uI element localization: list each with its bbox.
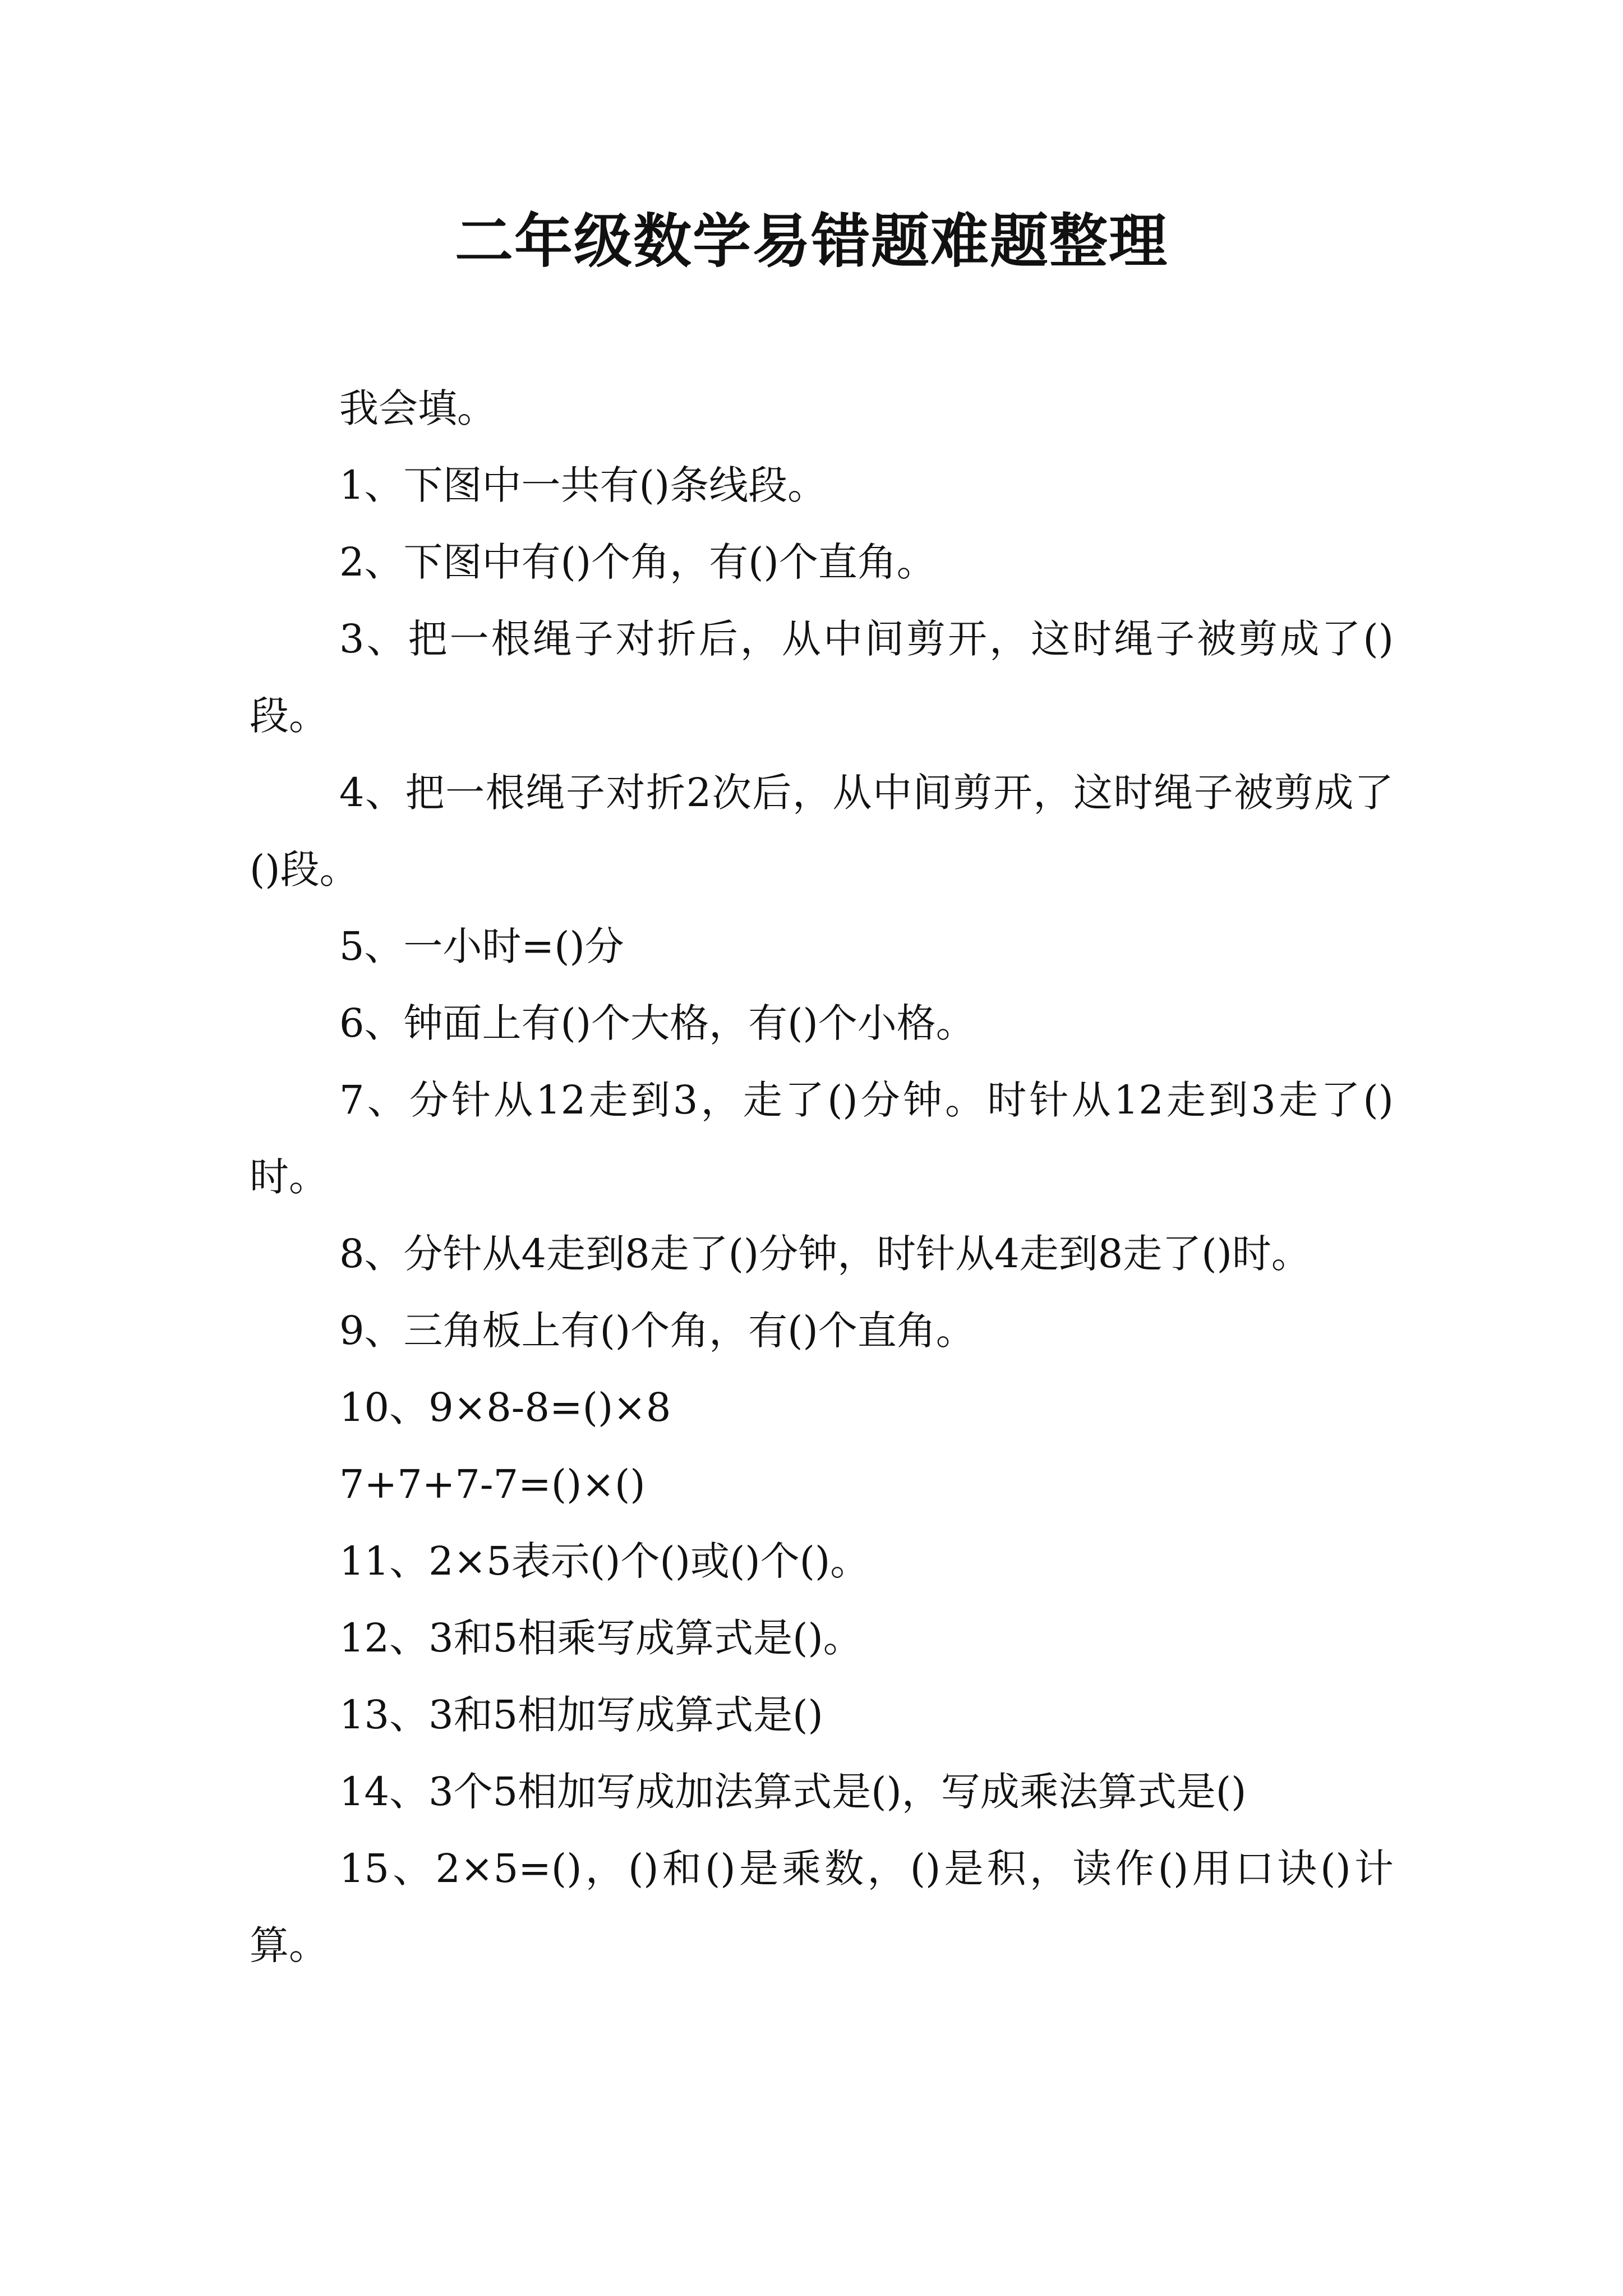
question-item: 4、把一根绳子对折2次后，从中间剪开，这时绳子被剪成了()段。 (250, 770, 1394, 892)
question-item: 14、3个5相加写成加法算式是()，写成乘法算式是() (339, 1769, 1247, 1815)
question-item: 8、分针从4走到8走了()分钟，时针从4走到8走了()时。 (339, 1231, 1311, 1277)
question-item: 5、一小时=()分 (339, 923, 624, 969)
question-item: 13、3和5相加写成算式是() (339, 1692, 823, 1738)
question-item: 10、9×8-8=()×8 (339, 1384, 671, 1430)
question-item: 9、三角板上有()个角，有()个直角。 (339, 1308, 975, 1354)
question-item: 15、2×5=()，()和()是乘数，()是积，读作()用口诀()计算。 (250, 1846, 1394, 1968)
question-item: 12、3和5相乘写成算式是()。 (339, 1615, 863, 1661)
page-title: 二年级数学易错题难题整理 (454, 206, 1168, 275)
question-item: 1、下图中一共有()条线段。 (339, 462, 827, 508)
document-body (250, 370, 1394, 1984)
question-item: 7、分针从12走到3，走了()分钟。时针从12走到3走了()时。 (250, 1077, 1394, 1200)
question-item: 2、下图中有()个角，有()个直角。 (339, 539, 936, 585)
question-item: 11、2×5表示()个()或()个()。 (339, 1538, 870, 1584)
section-heading: 我会填。 (339, 385, 496, 431)
question-item: 3、把一根绳子对折后，从中间剪开，这时绳子被剪成了()段。 (250, 616, 1394, 739)
question-item: 6、钟面上有()个大格，有()个小格。 (339, 1000, 975, 1046)
question-item: 7+7+7-7=()×() (339, 1461, 645, 1507)
